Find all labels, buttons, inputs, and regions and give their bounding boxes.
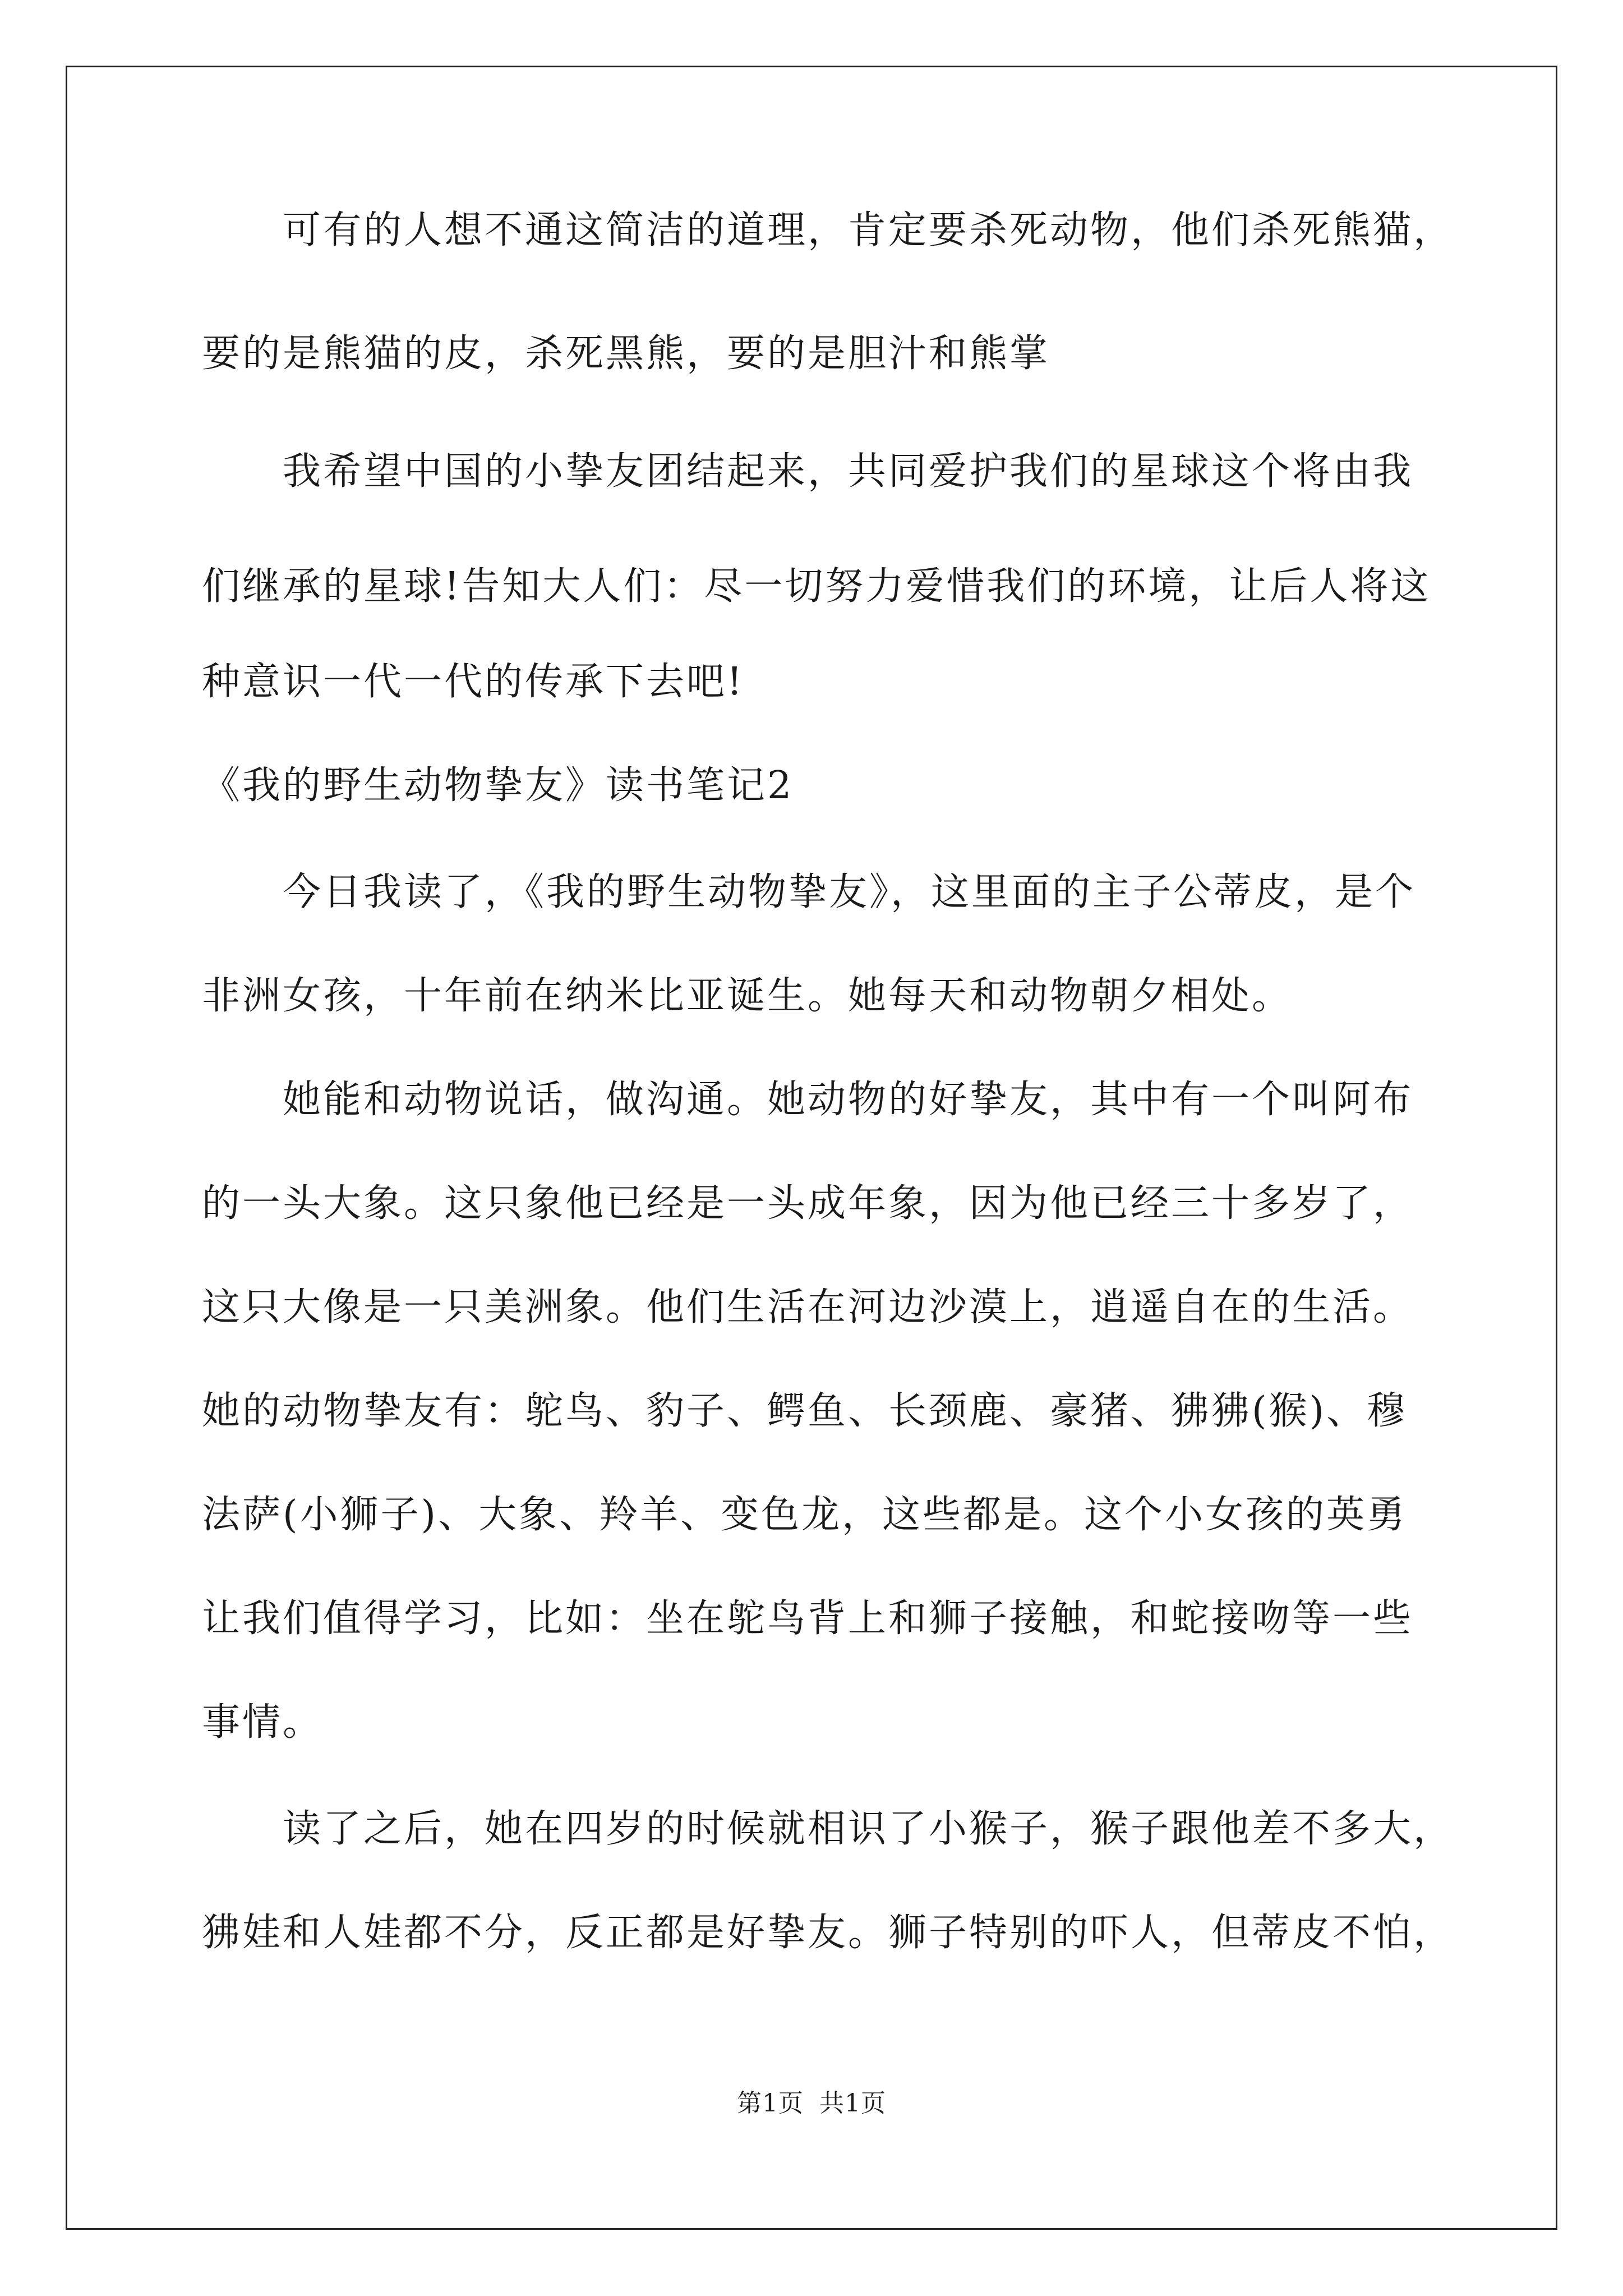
- page-footer: [0, 2087, 1623, 2120]
- text-line: 的一头大象。这只象他已经是一头成年象，因为他已经三十多岁了，: [202, 1181, 1414, 1226]
- text-line: 非洲女孩，十年前在纳米比亚诞生。她每天和动物朝夕相处。: [202, 974, 1293, 1018]
- text-line: 读了之后，她在四岁的时候就相识了小猴子，猴子跟他差不多大，: [202, 1807, 1454, 1851]
- text-line: 她能和动物说话，做沟通。她动物的好挚友，其中有一个叫阿布: [202, 1078, 1414, 1122]
- page-number: 第1页: [737, 2089, 804, 2118]
- section-heading: 《我的野生动物挚友》读书笔记2: [202, 763, 794, 808]
- text-line: 她的动物挚友有：鸵鸟、豹子、鳄鱼、长颈鹿、豪猪、狒狒(猴)、穆: [202, 1389, 1408, 1433]
- text-line: 让我们值得学习，比如：坐在鸵鸟背上和狮子接触，和蛇接吻等一些: [202, 1596, 1414, 1641]
- page-count: 共1页: [819, 2089, 886, 2118]
- text-line: 可有的人想不通这简洁的道理，肯定要杀死动物，他们杀死熊猫，: [202, 208, 1454, 252]
- text-line: 这只大像是一只美洲象。他们生活在河边沙漠上，逍遥自在的生活。: [202, 1285, 1414, 1329]
- text-line: 要的是熊猫的皮，杀死黑熊，要的是胆汁和熊掌: [202, 332, 1050, 376]
- text-line: 法萨(小狮子)、大象、羚羊、变色龙，这些都是。这个小女孩的英勇: [202, 1493, 1408, 1537]
- text-line: 狒娃和人娃都不分，反正都是好挚友。狮子特别的吓人，但蒂皮不怕，: [202, 1911, 1454, 1955]
- text-line: 今日我读了，《我的野生动物挚友》，这里面的主子公蒂皮，是个: [202, 870, 1416, 914]
- text-line: 我希望中国的小挚友团结起来，共同爱护我们的星球这个将由我: [202, 449, 1414, 494]
- text-line: 们继承的星球!告知大人们：尽一切努力爱惜我们的环境，让后人将这: [202, 564, 1431, 609]
- page-border: [66, 66, 1557, 2230]
- text-line: 种意识一代一代的传承下去吧!: [202, 660, 745, 704]
- text-line: 事情。: [202, 1700, 324, 1745]
